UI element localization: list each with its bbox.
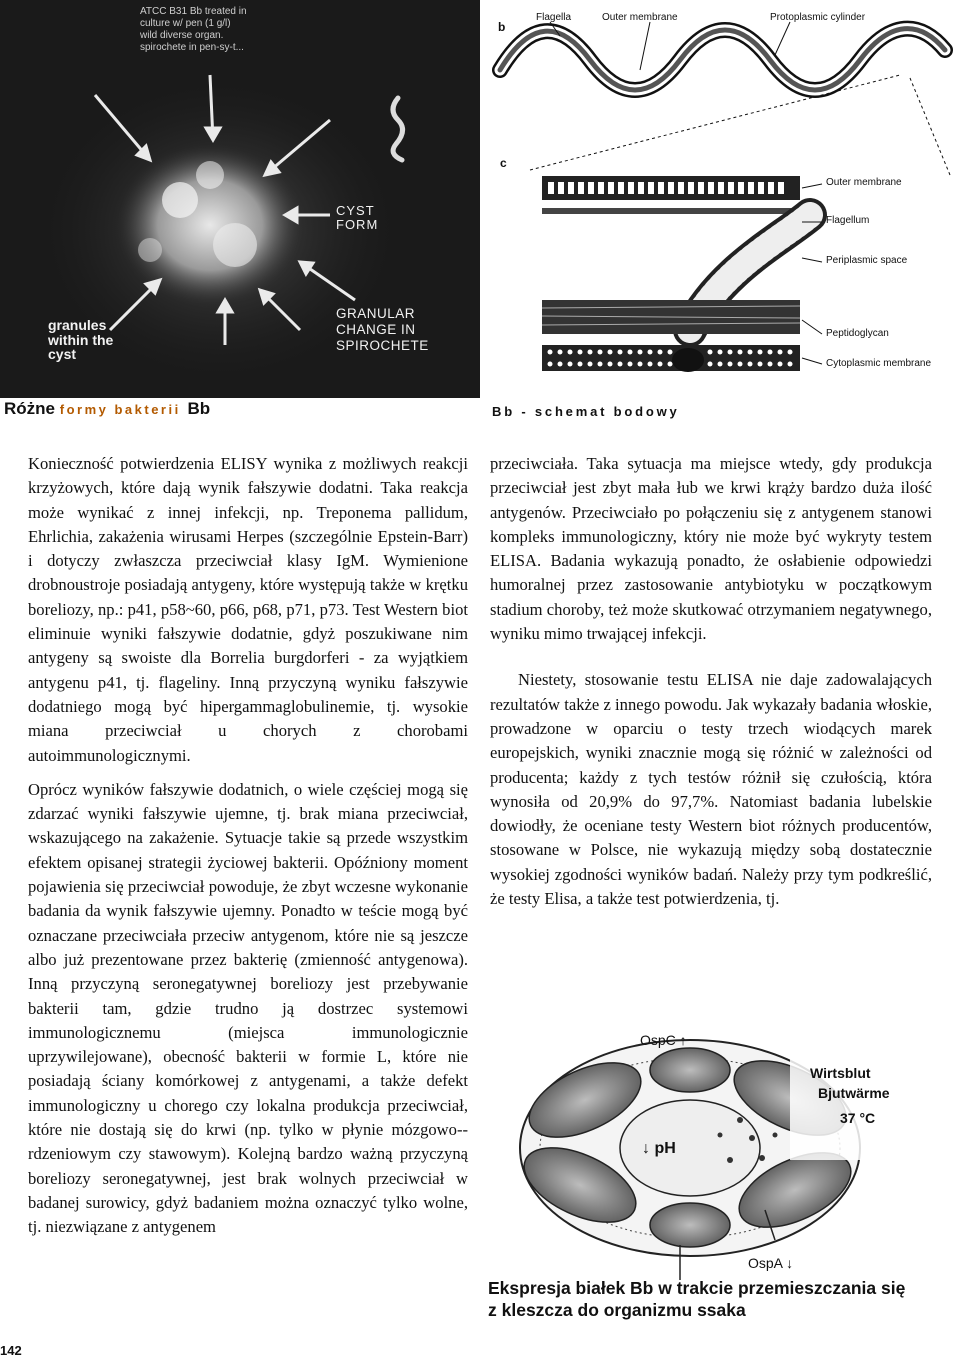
caption-protein-line-1: Ekspresja białek Bb w trakcie przemieszczania się bbox=[488, 1278, 906, 1298]
page-number: 142 bbox=[0, 1343, 22, 1358]
temperature-label: 37 °C bbox=[840, 1110, 876, 1126]
tick-drawing bbox=[490, 1010, 960, 1285]
caption-end-word: Bb bbox=[187, 399, 211, 418]
right-paragraph-2: Niestety, stosowanie testu ELISA nie daje zadowalających rezultatów także z innego powodu. Jak wykazały badania włoskie, prowadzone w oparciu o testy trzech wiodących marek europejskich, wyniki znacznie mogą się różnić w zależności od producenta; każdy z tych testów różnił się czułością, która wynosiła od 20,9% do 97,7%. Natomiast badania lubelskie dowiodły, że oceniane testy Western biot różnych producentów, stosowane w Polsce, nie wykazują między sobą dostatecznie wysokiej zgodności wyników badań. Należy przy tym podkreślić, że testy Elisa, a także test potwierdzenia, tj. bbox=[490, 670, 932, 909]
host-blood-label: Wirtsblut bbox=[810, 1065, 871, 1081]
peptidoglycan-label: Peptidoglycan bbox=[826, 328, 889, 339]
granules-label: granules within the cyst bbox=[48, 317, 114, 363]
bacteria-structure-diagram bbox=[490, 0, 960, 398]
right-paragraph-1: przeciwciała. Taka sytuacja ma miejsce wtedy, gdy produkcja przeciwciał jest zbyt mała łub we krwi krąży bardzo duża ilość antygenów. Przeciwciało po połączeniu się z antygenem stanowi kompleks immunologiczny, który nie może być wykryty testem ELISA. Badania wykazują ponadto, że osłabienie odpowiedzi humoralnej przez zastosowanie antybiotyku w początkowym stadium choroby, też może skutkować otrzymaniem negatywnego, wyniku mimo trwającej infekcji. bbox=[490, 454, 932, 644]
panel-b-label: b bbox=[498, 20, 506, 34]
micrograph-image bbox=[0, 0, 480, 398]
panel-c-label: c bbox=[500, 156, 507, 170]
ospa-label: OspA ↓ bbox=[748, 1255, 794, 1271]
periplasmic-space-label: Periplasmic space bbox=[826, 255, 908, 266]
ph-label: ↓ pH bbox=[642, 1140, 676, 1157]
micrograph-note: ATCC B31 Bb treated in culture w/ pen (1 g/l) wild diverse organ. spirochete in pen-sy-t... bbox=[140, 6, 247, 53]
caption-protein-line-2: z kleszcza do organizmu ssaka bbox=[488, 1300, 746, 1320]
structure-drawing bbox=[490, 0, 960, 398]
ospc-label: OspC ↑ bbox=[640, 1032, 687, 1048]
granular-change-label: GRANULAR CHANGE IN SPIROCHETE bbox=[336, 306, 429, 353]
left-paragraph-2: Oprócz wyników fałszywie dodatnich, o wiele częściej mogą się zdarzać wyniki fałszywie ujemne, tj. brak miana przeciwciał, wskazującego na zakażenie. Sytuacje takie są przede wszystkim efektem opisanej strategii życiowej bakterii. Opóźniony moment pojawienia się przeciwciał powoduje, że zbyt wczesne wykonanie badania da wynik fałszywie ujemny. Ponadto w teście mogą być oznaczane przeciwciała przeciw antygenom, które nie są jeszcze albo już prezentowane przez bakterię (zmienność antygenowa). Inną przyczyną seronegatywnej boreliozy jest przebywanie bakterii tam, gdzie trudno ją dostrzec systemowi immunologicznemu (miejsca immunologicznie uprzywilejowane), obecność bakterii w formie L, które nie posiadają ściany komórkowej z antygenami, a także defekt immunologiczny u chorego czy lokalna produkcja przeciwciał, które nie dostają się do krwi (np. tylko w płynie mózgowo--rdzeniowym czy stawowym). Kolejną bardzo ważną przyczyną boreliozy seronegatywnej, jest brak wolnych przeciwciał w badanej surowicy, gdyż badaniem można oznaczyć tylko wolne, tj. niezwiązane z antygenem bbox=[28, 779, 468, 1237]
flagellum-label: Flagellum bbox=[826, 215, 870, 226]
outer-membrane-top-label: Outer membrane bbox=[602, 12, 678, 23]
left-paragraph-1: Konieczność potwierdzenia ELISY wynika z możliwych reakcji krzyżowych, które dają wynik fałszywie dodatni. Taka reakcja może wynikać z innej infekcji, np. Treponema pallidum, Ehrlichia, zakażenia wirusami Herpes (szczególnie Epstein-Barr) i dotyczy zwłaszcza przeciwciał klasy IgM. Wymienione drobnoustroje posiadają antygeny, które występują także w krętku boreliozy, np.: p41, p58~60, p66, p68, p71, p73. Test Western biot eliminuie wyniki fałszywie dodatnie, gdyż poszukiwane nim antygeny są swoiste dla Borrelia burgdorferi - za wyjątkiem antygenu p41, tj. flageliny. Inną przyczyną wyniku fałszywie dodatniego mogą być hipergammaglobulinemie, tj. wysokie miana przeciwciał u chorych z chorobami autoimmunologicznymi. bbox=[28, 454, 468, 765]
cytoplasmic-membrane-label: Cytoplasmic membrane bbox=[826, 358, 932, 369]
body-heat-label: Bjutwärme bbox=[818, 1085, 890, 1101]
left-text-column bbox=[28, 452, 468, 1240]
protoplasmic-cylinder-label: Protoplasmic cylinder bbox=[770, 12, 866, 23]
caption-protein-expression bbox=[488, 1277, 905, 1321]
protein-expression-diagram bbox=[490, 1010, 960, 1285]
caption-bold-word: Różne bbox=[4, 399, 55, 418]
cyst-form-label: CYST FORM bbox=[336, 203, 379, 232]
right-text-column bbox=[490, 452, 932, 911]
outer-membrane-label: Outer membrane bbox=[826, 177, 902, 188]
caption-spaced-words: formy bakterii bbox=[59, 402, 181, 417]
flagella-label: Flagella bbox=[536, 12, 572, 23]
caption-structure-schema: Bb - schemat bodowy bbox=[492, 404, 680, 419]
caption-bacteria-forms bbox=[4, 399, 210, 419]
